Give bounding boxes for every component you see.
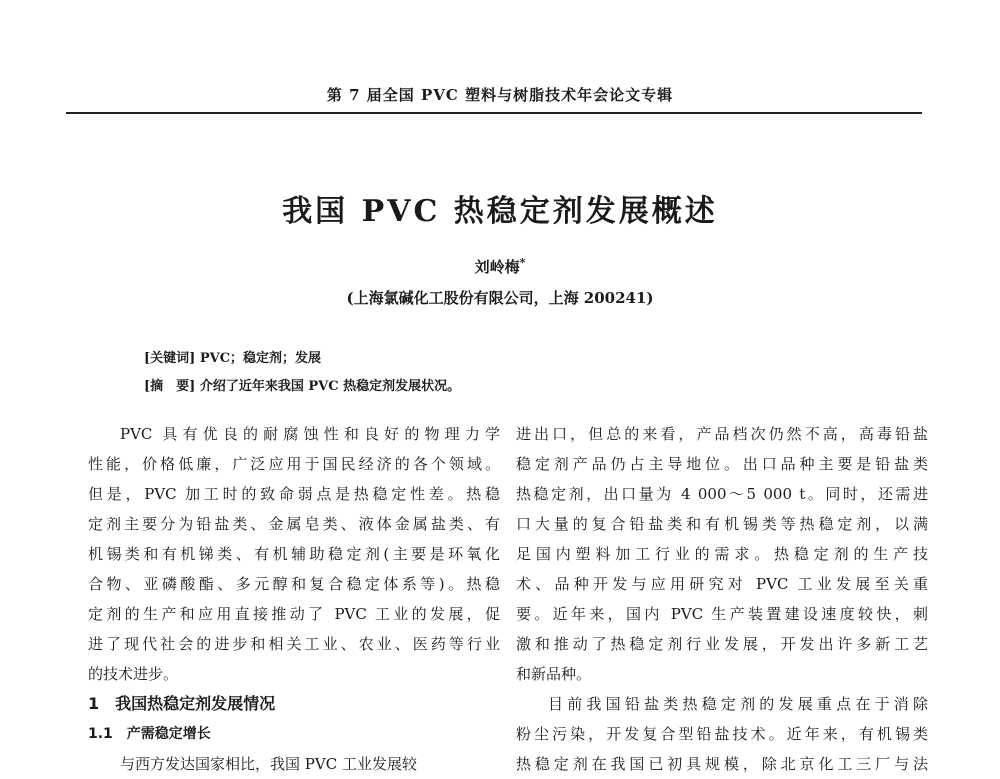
body-line: 合物、亚磷酸酯、多元醇和复合稳定体系等)。热稳 <box>88 575 500 593</box>
abstract-line <box>144 375 460 394</box>
body-line: 机锡类和有机锑类、有机辅助稳定剂(主要是环氧化 <box>88 545 500 563</box>
body-line: PVC 具有优良的耐腐蚀性和良好的物理力学 <box>120 425 500 443</box>
left-column <box>88 419 500 779</box>
body-line: 热稳定剂，出口量为 4 000～5 000 t。同时，还需进 <box>516 485 928 503</box>
author-line <box>0 256 1000 277</box>
body-line: 粉尘污染，开发复合型铅盐技术。近年来，有机锡类 <box>516 725 928 743</box>
body-line: 进了现代社会的进步和相关工业、农业、医药等行业 <box>88 635 500 653</box>
body-line: 与西方发达国家相比，我国 PVC 工业发展较 <box>120 755 417 773</box>
body-line: 的技术进步。 <box>88 665 179 683</box>
body-line: 口大量的复合铅盐类和有机锡类等热稳定剂，以满 <box>516 515 928 533</box>
author-name: 刘岭梅 <box>474 258 520 276</box>
running-header: 第 7 届全国 PVC 塑料与树脂技术年会论文专辑 <box>326 86 674 104</box>
body-line: 定剂主要分为铅盐类、金属皂类、液体金属盐类、有 <box>88 515 500 533</box>
body-line: 足国内塑料加工行业的需求。热稳定剂的生产技 <box>516 545 928 563</box>
subsection-heading: 1.1 产需稳定增长 <box>88 726 211 742</box>
abstract-label: [摘 要] <box>144 379 196 394</box>
body-line: 和新品种。 <box>516 665 592 683</box>
body-line: 热稳定剂在我国已初具规模，除北京化工三厂与法 <box>516 755 928 773</box>
body-line: 进出口，但总的来看，产品档次仍然不高，高毒铅盐 <box>516 425 928 443</box>
keywords-text: PVC；稳定剂；发展 <box>199 351 322 366</box>
keywords-line <box>144 347 321 366</box>
body-line: 性能，价格低廉，广泛应用于国民经济的各个领域。 <box>88 455 500 473</box>
author-footnote-mark: * <box>519 256 526 269</box>
header-rule <box>66 112 922 114</box>
section-heading: 1 我国热稳定剂发展情况 <box>88 694 276 713</box>
right-column <box>516 419 928 779</box>
keywords-label: [关键词] <box>144 351 196 366</box>
body-line: 术、品种开发与应用研究对 PVC 工业发展至关重 <box>516 575 928 593</box>
affiliation: (上海氯碱化工股份有限公司，上海 200241) <box>346 289 654 307</box>
body-line: 激和推动了热稳定剂行业发展，开发出许多新工艺 <box>516 635 928 653</box>
body-line: 稳定剂产品仍占主导地位。出口品种主要是铅盐类 <box>516 455 928 473</box>
abstract-text: 介绍了近年来我国 PVC 热稳定剂发展状况。 <box>199 379 461 394</box>
body-line: 但是，PVC 加工时的致命弱点是热稳定性差。热稳 <box>88 485 500 503</box>
paper-title: 我国 PVC 热稳定剂发展概述 <box>282 194 718 229</box>
body-line: 目前我国铅盐类热稳定剂的发展重点在于消除 <box>548 695 928 713</box>
body-line: 定剂的生产和应用直接推动了 PVC 工业的发展，促 <box>88 605 500 623</box>
body-line: 要。近年来，国内 PVC 生产装置建设速度较快，刺 <box>516 605 928 623</box>
